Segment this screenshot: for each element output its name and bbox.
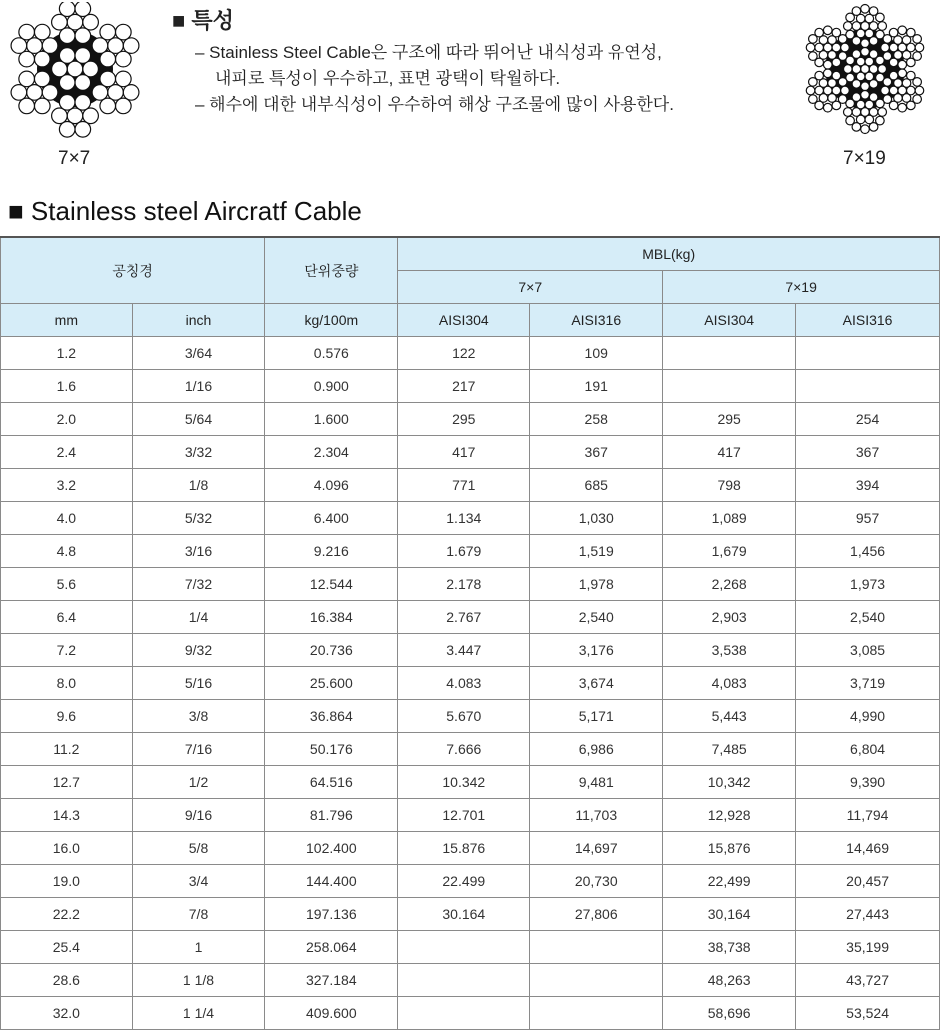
table-cell: 1 1/8 (132, 964, 265, 997)
wire-mark (841, 43, 850, 52)
table-cell: 48,263 (663, 964, 796, 997)
table-cell: 798 (663, 469, 796, 502)
table-cell: 409.600 (265, 997, 398, 1030)
table-cell: 2.178 (398, 568, 530, 601)
table-cell: 2.4 (1, 436, 133, 469)
table-cell (530, 964, 663, 997)
table-row (1, 370, 940, 403)
table-row (1, 337, 940, 370)
wire-mark (861, 5, 870, 14)
header-unit: AISI304 (398, 304, 530, 337)
table-cell: 9,390 (796, 766, 940, 799)
table-cell (663, 337, 796, 370)
table-cell: 1,030 (530, 502, 663, 535)
table-cell: 7,485 (663, 733, 796, 766)
table-cell: 22.499 (398, 865, 530, 898)
table-cell: 4.083 (398, 667, 530, 700)
wire-mark (809, 95, 818, 104)
table-cell: 11.2 (1, 733, 133, 766)
table-cell: 2,540 (796, 601, 940, 634)
table-cell: 22.2 (1, 898, 133, 931)
wire-mark (915, 86, 924, 95)
table-cell: 144.400 (265, 865, 398, 898)
table-cell: 5/32 (132, 502, 265, 535)
table-cell: 9/16 (132, 799, 265, 832)
table-cell: 81.796 (265, 799, 398, 832)
table-cell: 1,089 (663, 502, 796, 535)
table-cell: 27,806 (530, 898, 663, 931)
wire-mark (75, 75, 91, 91)
table-cell: 43,727 (796, 964, 940, 997)
table-cell: 9/32 (132, 634, 265, 667)
table-cell: 19.0 (1, 865, 133, 898)
wire-mark (844, 22, 853, 31)
table-row (1, 964, 940, 997)
table-cell: 327.184 (265, 964, 398, 997)
wire-mark (861, 39, 870, 48)
wire-mark (861, 82, 870, 91)
table-cell: 7.2 (1, 634, 133, 667)
table-cell: 10,342 (663, 766, 796, 799)
wire-mark (861, 91, 870, 100)
table-cell: 11,794 (796, 799, 940, 832)
table-cell: 12.7 (1, 766, 133, 799)
feature-line: – Stainless Steel Cable은 구조에 따라 뛰어난 내식성과 유연성, (195, 43, 662, 62)
table-cell: 1,519 (530, 535, 663, 568)
table-cell: 4.096 (265, 469, 398, 502)
table-row (1, 700, 940, 733)
wire-mark (889, 71, 898, 80)
table-cell: 6.400 (265, 502, 398, 535)
wire-mark (75, 28, 91, 44)
table-cell: 14,469 (796, 832, 940, 865)
table-cell: 3,674 (530, 667, 663, 700)
header-unit: AISI316 (530, 304, 663, 337)
wire-mark (869, 37, 878, 46)
table-cell: 217 (398, 370, 530, 403)
wire-mark (878, 108, 887, 117)
table-cell: 258 (530, 403, 663, 436)
wire-mark (823, 69, 832, 78)
table-cell: 1.134 (398, 502, 530, 535)
table-cell: 2.0 (1, 403, 133, 436)
table-cell: 5/64 (132, 403, 265, 436)
table-cell: 1,973 (796, 568, 940, 601)
table-cell: 191 (530, 370, 663, 403)
table-cell: 9.6 (1, 700, 133, 733)
wire-mark (876, 13, 885, 22)
section-title: ■ Stainless steel Aircratf Cable (8, 196, 362, 226)
table-cell: 1 (132, 931, 265, 964)
wire-mark (823, 60, 832, 69)
wire-mark (59, 94, 75, 110)
wire-mark (907, 58, 916, 67)
table-cell: 30.164 (398, 898, 530, 931)
wire-mark (844, 65, 853, 74)
table-cell: 12,928 (663, 799, 796, 832)
wire-mark (34, 24, 50, 40)
table-cell: 4.0 (1, 502, 133, 535)
table-cell: 15,876 (663, 832, 796, 865)
table-cell: 5,171 (530, 700, 663, 733)
wire-mark (59, 2, 75, 16)
table-cell: 122 (398, 337, 530, 370)
table-cell: 3/16 (132, 535, 265, 568)
wire-mark (116, 98, 132, 114)
wire-mark (75, 94, 91, 110)
table-row (1, 403, 940, 436)
wire-mark (75, 122, 91, 138)
wire-mark (881, 86, 890, 95)
table-cell: 3,176 (530, 634, 663, 667)
wire-mark (869, 123, 878, 132)
table-cell (530, 997, 663, 1030)
wire-mark (844, 108, 853, 117)
wire-mark (34, 51, 50, 67)
table-cell: 12.544 (265, 568, 398, 601)
table-cell (796, 337, 940, 370)
table-row (1, 931, 940, 964)
table-cell (663, 370, 796, 403)
table-cell: 5/8 (132, 832, 265, 865)
table-cell: 3/64 (132, 337, 265, 370)
header-7x19: 7×19 (663, 271, 940, 304)
wire-mark (869, 80, 878, 89)
table-row (1, 799, 940, 832)
table-cell: 1,456 (796, 535, 940, 568)
wire-mark (861, 48, 870, 57)
wire-mark (823, 103, 832, 112)
table-row (1, 601, 940, 634)
table-row (1, 865, 940, 898)
wire-mark (100, 24, 116, 40)
wire-mark (100, 71, 116, 87)
wire-mark (75, 48, 91, 64)
table-cell: 35,199 (796, 931, 940, 964)
table-cell: 1/8 (132, 469, 265, 502)
wire-mark (878, 22, 887, 31)
table-cell: 9,481 (530, 766, 663, 799)
wire-mark (913, 35, 922, 44)
table-cell: 36.864 (265, 700, 398, 733)
table-cell: 12.701 (398, 799, 530, 832)
wire-mark (889, 28, 898, 37)
table-cell: 258.064 (265, 931, 398, 964)
wire-mark (907, 101, 916, 110)
table-cell: 1,978 (530, 568, 663, 601)
table-cell: 1/16 (132, 370, 265, 403)
wire-mark (19, 71, 35, 87)
table-cell (398, 997, 530, 1030)
table-cell: 957 (796, 502, 940, 535)
table-cell (796, 370, 940, 403)
wire-mark (898, 103, 907, 112)
wire-mark (19, 24, 35, 40)
wire-mark (823, 26, 832, 35)
table-cell: 1/2 (132, 766, 265, 799)
table-cell: 3/8 (132, 700, 265, 733)
table-cell: 3,085 (796, 634, 940, 667)
table-cell: 4.8 (1, 535, 133, 568)
table-cell: 9.216 (265, 535, 398, 568)
table-cell: 394 (796, 469, 940, 502)
diagram-label-7x7: 7×7 (58, 148, 91, 169)
table-cell (398, 931, 530, 964)
wire-mark (846, 30, 855, 39)
wire-mark (34, 71, 50, 87)
table-cell: 58,696 (663, 997, 796, 1030)
table-cell: 5.6 (1, 568, 133, 601)
header-7x7: 7×7 (398, 271, 663, 304)
table-row (1, 766, 940, 799)
table-cell: 1.6 (1, 370, 133, 403)
table-cell: 197.136 (265, 898, 398, 931)
diagram-label-7x19: 7×19 (843, 148, 886, 169)
table-cell: 417 (398, 436, 530, 469)
wire-mark (806, 43, 815, 52)
table-cell: 14,697 (530, 832, 663, 865)
wire-mark (898, 26, 907, 35)
wire-mark (832, 58, 841, 67)
table-cell: 1 1/4 (132, 997, 265, 1030)
table-cell: 2.767 (398, 601, 530, 634)
wire-mark (841, 86, 850, 95)
wire-mark (815, 28, 824, 37)
table-cell: 2,903 (663, 601, 796, 634)
table-cell: 3,538 (663, 634, 796, 667)
wire-mark (809, 52, 818, 61)
table-cell: 28.6 (1, 964, 133, 997)
table-cell: 367 (530, 436, 663, 469)
header-unit: kg/100m (265, 304, 398, 337)
wire-mark (815, 71, 824, 80)
header-mbl: MBL(kg) (398, 237, 940, 271)
table-cell: 1,679 (663, 535, 796, 568)
wire-mark (806, 86, 815, 95)
cable-7x7-cross-section-icon (10, 2, 140, 142)
table-cell: 2,268 (663, 568, 796, 601)
table-cell: 27,443 (796, 898, 940, 931)
table-cell: 685 (530, 469, 663, 502)
table-row (1, 667, 940, 700)
table-cell: 7/16 (132, 733, 265, 766)
table-cell: 50.176 (265, 733, 398, 766)
table-cell: 30,164 (663, 898, 796, 931)
table-cell: 3/4 (132, 865, 265, 898)
wire-mark (852, 93, 861, 102)
wire-mark (898, 60, 907, 69)
header-unit: mm (1, 304, 133, 337)
table-row (1, 634, 940, 667)
table-cell: 367 (796, 436, 940, 469)
feature-line: 내피로 특성이 우수하고, 표면 광택이 탁월하다. (215, 69, 561, 88)
table-cell: 20,730 (530, 865, 663, 898)
table-cell: 16.384 (265, 601, 398, 634)
wire-mark (852, 50, 861, 59)
table-row (1, 733, 940, 766)
table-cell: 6,804 (796, 733, 940, 766)
table-cell: 7/32 (132, 568, 265, 601)
table-cell: 64.516 (265, 766, 398, 799)
table-cell: 5.670 (398, 700, 530, 733)
table-cell: 10.342 (398, 766, 530, 799)
table-cell: 14.3 (1, 799, 133, 832)
table-cell: 8.0 (1, 667, 133, 700)
table-cell: 295 (398, 403, 530, 436)
table-row (1, 502, 940, 535)
table-cell: 1.679 (398, 535, 530, 568)
cable-7x19-cross-section-icon (800, 2, 930, 137)
wire-mark (116, 24, 132, 40)
table-row (1, 898, 940, 931)
wire-mark (116, 51, 132, 67)
feature-line: – 해수에 대한 내부식성이 우수하여 해상 구조물에 많이 사용한다. (195, 95, 674, 114)
wire-mark (915, 43, 924, 52)
table-cell: 295 (663, 403, 796, 436)
wire-mark (34, 98, 50, 114)
header-unit: inch (132, 304, 265, 337)
wire-mark (846, 116, 855, 125)
table-cell: 5/16 (132, 667, 265, 700)
header-unit: AISI316 (796, 304, 940, 337)
table-cell: 417 (663, 436, 796, 469)
table-cell: 4,083 (663, 667, 796, 700)
table-cell: 15.876 (398, 832, 530, 865)
table-cell: 1.2 (1, 337, 133, 370)
table-cell: 32.0 (1, 997, 133, 1030)
wire-mark (861, 125, 870, 134)
cable-spec-table (0, 236, 940, 1030)
wire-mark (878, 65, 887, 74)
wire-mark (116, 71, 132, 87)
header-nominal-diameter: 공칭경 (1, 237, 265, 304)
table-cell: 25.600 (265, 667, 398, 700)
wire-mark (876, 99, 885, 108)
table-cell: 3.2 (1, 469, 133, 502)
table-row (1, 436, 940, 469)
wire-mark (59, 48, 75, 64)
table-cell: 0.576 (265, 337, 398, 370)
table-row (1, 997, 940, 1030)
header-unit-weight: 단위중량 (265, 237, 398, 304)
table-cell: 0.900 (265, 370, 398, 403)
table-cell: 4,990 (796, 700, 940, 733)
table-cell: 102.400 (265, 832, 398, 865)
table-cell: 3/32 (132, 436, 265, 469)
wire-mark (832, 101, 841, 110)
table-cell: 3.447 (398, 634, 530, 667)
wire-mark (75, 2, 91, 16)
table-cell: 771 (398, 469, 530, 502)
table-cell: 2.304 (265, 436, 398, 469)
table-cell: 7.666 (398, 733, 530, 766)
table-cell: 20.736 (265, 634, 398, 667)
table-cell: 109 (530, 337, 663, 370)
wire-mark (838, 78, 847, 87)
features-title: ■ 특성 (172, 8, 234, 33)
table-cell: 16.0 (1, 832, 133, 865)
table-row (1, 535, 940, 568)
wire-mark (852, 7, 861, 16)
table-cell: 1.600 (265, 403, 398, 436)
table-cell: 6,986 (530, 733, 663, 766)
wire-mark (881, 43, 890, 52)
table-cell: 6.4 (1, 601, 133, 634)
table-cell: 53,524 (796, 997, 940, 1030)
table-cell: 1/4 (132, 601, 265, 634)
table-cell: 5,443 (663, 700, 796, 733)
table-row (1, 469, 940, 502)
header-unit: AISI304 (663, 304, 796, 337)
table-cell (530, 931, 663, 964)
table-cell (398, 964, 530, 997)
wire-mark (898, 69, 907, 78)
table-cell: 11,703 (530, 799, 663, 832)
table-row (1, 832, 940, 865)
table-cell: 7/8 (132, 898, 265, 931)
table-cell: 254 (796, 403, 940, 436)
table-cell: 22,499 (663, 865, 796, 898)
wire-mark (883, 52, 892, 61)
table-cell: 2,540 (530, 601, 663, 634)
table-cell: 25.4 (1, 931, 133, 964)
table-cell: 38,738 (663, 931, 796, 964)
table-cell: 20,457 (796, 865, 940, 898)
table-cell: 3,719 (796, 667, 940, 700)
wire-mark (913, 78, 922, 87)
table-row (1, 568, 940, 601)
